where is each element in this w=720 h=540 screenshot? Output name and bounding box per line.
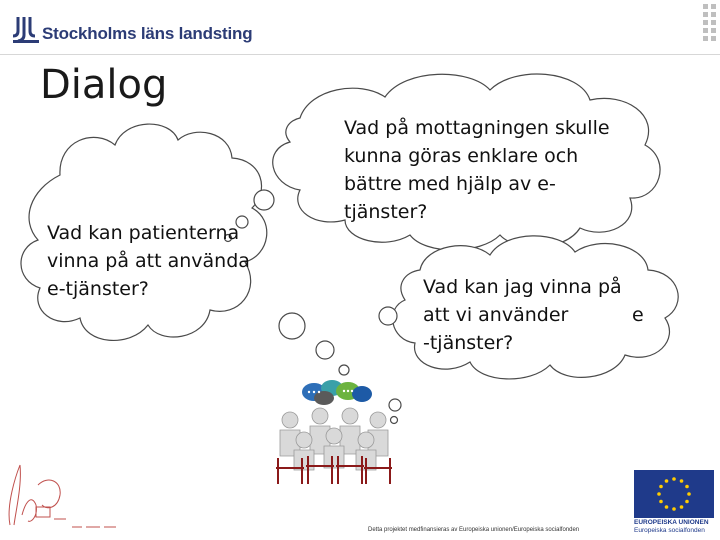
bubble-left-line: vinna på att använda bbox=[47, 250, 250, 272]
eu-flag-icon bbox=[634, 470, 714, 518]
bubble-right-line: Vad kan jag vinna på bbox=[423, 276, 622, 298]
bubble-right-line: -tjänster? bbox=[423, 332, 514, 354]
bubble-left-text bbox=[47, 219, 262, 303]
bubble-top-text bbox=[344, 114, 644, 226]
bubble-top-line: kunna göras enklare och bbox=[344, 145, 579, 167]
eu-label-line: EUROPEISKA UNIONEN bbox=[634, 519, 709, 526]
ehalsa-sketch-logo-icon bbox=[2, 455, 122, 535]
bubble-top-line: Vad på mottagningen skulle bbox=[344, 117, 610, 139]
bubble-right-text bbox=[423, 273, 683, 357]
bubble-right-line: att vi använder bbox=[423, 304, 569, 326]
bubble-left-line: e-tjänster? bbox=[47, 278, 149, 300]
bubble-left-line: Vad kan patienterna bbox=[47, 222, 240, 244]
eu-label bbox=[634, 519, 718, 535]
funding-note: Detta projektet medfinansieras av Europeiska unionen/Europeiska socialfonden bbox=[368, 527, 580, 533]
bubble-top-line: bättre med hjälp av e- bbox=[344, 173, 556, 195]
logo-text: Stockholms läns landsting bbox=[42, 24, 253, 43]
discussion-people-icon bbox=[262, 378, 412, 490]
bubble-right-stray-letter: e bbox=[632, 304, 644, 326]
bubble-top-line: tjänster? bbox=[344, 201, 428, 223]
slide-title: Dialog bbox=[40, 62, 168, 108]
eu-label-line: Europeiska socialfonden bbox=[634, 527, 705, 534]
